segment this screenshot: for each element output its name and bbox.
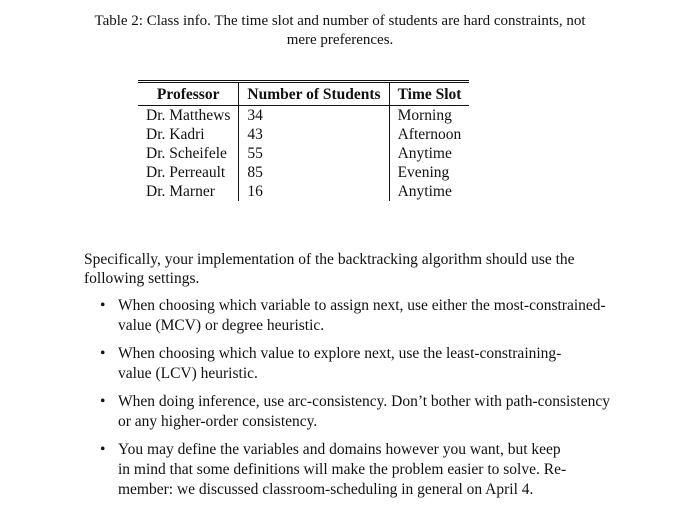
bullet-2-line-2: value (LCV) heuristic. — [118, 365, 258, 382]
cell-time-slot: Anytime — [397, 183, 452, 200]
cell-professor: Dr. Scheifele — [138, 144, 239, 163]
cell-professor: Dr. Marner — [138, 182, 239, 201]
intro-paragraph — [84, 250, 624, 288]
cell-students: 55 — [239, 144, 389, 163]
table-header-row — [138, 82, 469, 106]
intro-line-2: following settings. — [84, 270, 200, 287]
caption-line-2: mere preferences. — [286, 32, 394, 48]
table-row — [138, 163, 469, 182]
bullet-3-line-1: When doing inference, use arc-consistency. Don’t bother with path-consistency — [118, 393, 610, 410]
bullet-icon: • — [100, 441, 106, 458]
bullet-icon: • — [100, 297, 106, 314]
cell-students: 16 — [239, 182, 389, 201]
caption-line-1: Table 2: Class info. The time slot and number of students are hard constraints, not — [94, 13, 586, 29]
header-time-slot: Time Slot — [389, 82, 469, 106]
settings-list — [100, 296, 640, 508]
cell-time-slot: Anytime — [397, 145, 452, 162]
table-row — [138, 125, 469, 144]
bullet-1-line-1: When choosing which variable to assign next, use either the most-constrained- — [118, 297, 606, 314]
bullet-icon: • — [100, 393, 106, 410]
intro-line-1: Specifically, your implementation of the backtracking algorithm should use the — [84, 251, 575, 268]
table-row — [138, 106, 469, 126]
list-item — [100, 392, 640, 432]
cell-professor: Dr. Perreault — [138, 163, 239, 182]
cell-students: 34 — [239, 106, 389, 126]
header-number-of-students: Number of Students — [239, 82, 389, 106]
bullet-1-line-2: value (MCV) or degree heuristic. — [118, 317, 325, 334]
header-professor: Professor — [138, 82, 239, 106]
cell-time-slot: Morning — [397, 107, 452, 124]
cell-professor: Dr. Kadri — [138, 125, 239, 144]
bullet-3-line-2: or any higher-order consistency. — [118, 413, 318, 430]
cell-students: 43 — [239, 125, 389, 144]
list-item — [100, 344, 640, 384]
table-row — [138, 182, 469, 201]
cell-time-slot: Evening — [397, 164, 450, 181]
bullet-4-line-3: member: we discussed classroom-scheduling in general on April 4. — [118, 481, 534, 498]
bullet-2-line-1: When choosing which value to explore next, use the least-constraining- — [118, 345, 562, 362]
cell-time-slot: Afternoon — [397, 126, 462, 143]
list-item — [100, 296, 640, 336]
bullet-icon: • — [100, 345, 106, 362]
cell-students: 85 — [239, 163, 389, 182]
table-caption — [40, 12, 640, 50]
bullet-4-line-2: in mind that some definitions will make the problem easier to solve. Re- — [118, 461, 567, 478]
class-info-table — [138, 80, 469, 201]
cell-professor: Dr. Matthews — [138, 106, 239, 126]
table-row — [138, 144, 469, 163]
bullet-4-line-1: You may define the variables and domains however you want, but keep — [118, 441, 561, 458]
list-item — [100, 440, 640, 500]
